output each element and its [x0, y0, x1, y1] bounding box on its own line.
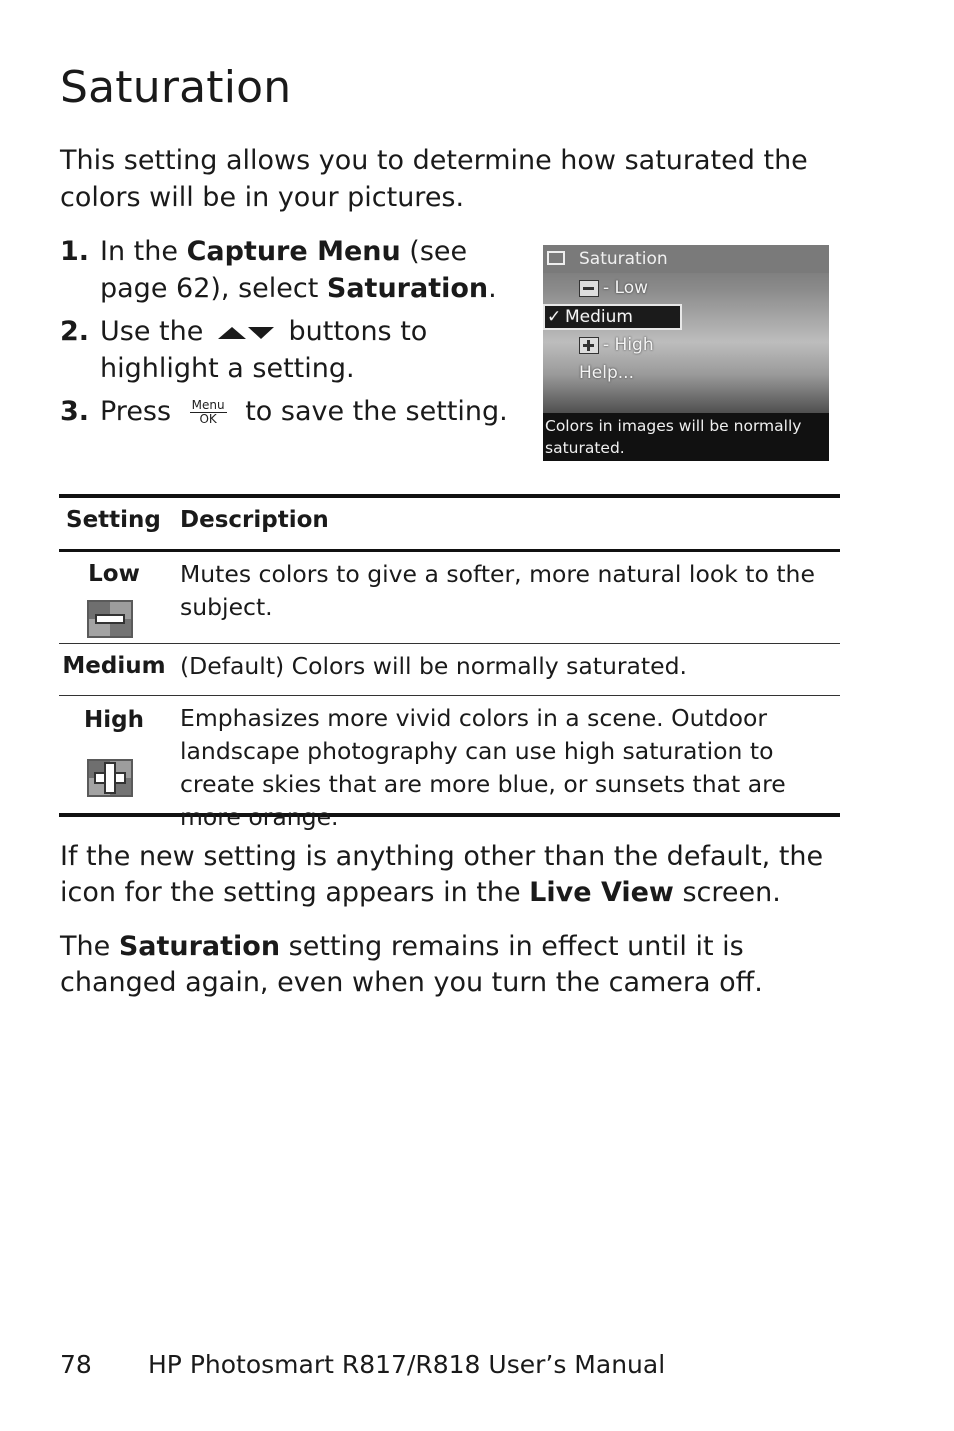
intro-paragraph: This setting allows you to determine how saturated the colors will be in your pictures.: [60, 145, 808, 213]
option-high: - High: [579, 332, 654, 358]
step-1: [60, 233, 530, 307]
setting-description: Mutes colors to give a softer, more natural look to the subject.: [180, 560, 815, 621]
screen-footer-message: Colors in images will be normally saturated.: [543, 413, 829, 461]
option-low: - Low: [579, 275, 648, 301]
option-medium: ✓ Medium: [543, 304, 682, 330]
step-2: [60, 313, 530, 387]
table-header: [59, 498, 840, 549]
saturation-term: Saturation: [326, 273, 489, 304]
screen-header: Saturation: [543, 245, 829, 273]
table-row: [59, 644, 840, 695]
step-text: Use the: [100, 316, 212, 347]
live-view-paragraph: If the new setting is anything other than the default, the icon for the setting appears in the Live View screen.: [60, 841, 824, 908]
setting-name: High: [84, 707, 144, 733]
step-text: buttons to highlight a setting.: [100, 316, 428, 384]
step-text: .: [488, 273, 497, 304]
step-text: Press: [100, 396, 180, 427]
high-saturation-icon: [87, 759, 133, 797]
steps-list: [60, 233, 530, 436]
step-number: 3.: [60, 396, 90, 427]
column-header-setting: Setting: [66, 507, 161, 533]
capture-menu-term: Capture Menu: [186, 236, 401, 267]
setting-name: Low: [88, 561, 140, 587]
page-number: 78: [60, 1350, 92, 1379]
step-number: 2.: [60, 316, 90, 347]
minus-icon: [579, 280, 599, 297]
plus-icon: [579, 337, 599, 354]
camera-screen: [543, 245, 829, 461]
saturation-menu-icon: [547, 251, 565, 265]
menu-ok-button-icon: Menu OK: [191, 398, 225, 426]
saturation-persistence-paragraph: The Saturation setting remains in effect until it is changed again, even when you turn the camera off.: [60, 931, 763, 998]
up-down-arrows-icon: [216, 325, 276, 341]
column-header-description: Description: [180, 507, 329, 533]
setting-description: (Default) Colors will be normally saturated.: [180, 652, 687, 680]
settings-table: [59, 494, 840, 831]
setting-name: Medium: [62, 653, 166, 679]
step-text: (see page 62), select: [100, 236, 468, 304]
step-number: 1.: [60, 236, 90, 267]
step-text: to save the setting.: [236, 396, 508, 427]
step-text: In the: [100, 236, 187, 267]
checkmark-icon: ✓: [547, 307, 562, 327]
manual-title: HP Photosmart R817/R818 User’s Manual: [148, 1350, 666, 1379]
step-3: [60, 393, 530, 430]
low-saturation-icon: [87, 600, 133, 638]
page-title: Saturation: [60, 62, 292, 113]
live-view-term: Live View: [529, 877, 674, 908]
saturation-term: Saturation: [118, 931, 281, 962]
setting-description: Emphasizes more vivid colors in a scene. Outdoor landscape photography can use high saturation to create skies that are more blue, or sunsets that are more orange.: [180, 704, 786, 831]
table-row: [59, 552, 840, 643]
option-help: Help...: [579, 363, 634, 383]
table-row: [59, 696, 840, 831]
